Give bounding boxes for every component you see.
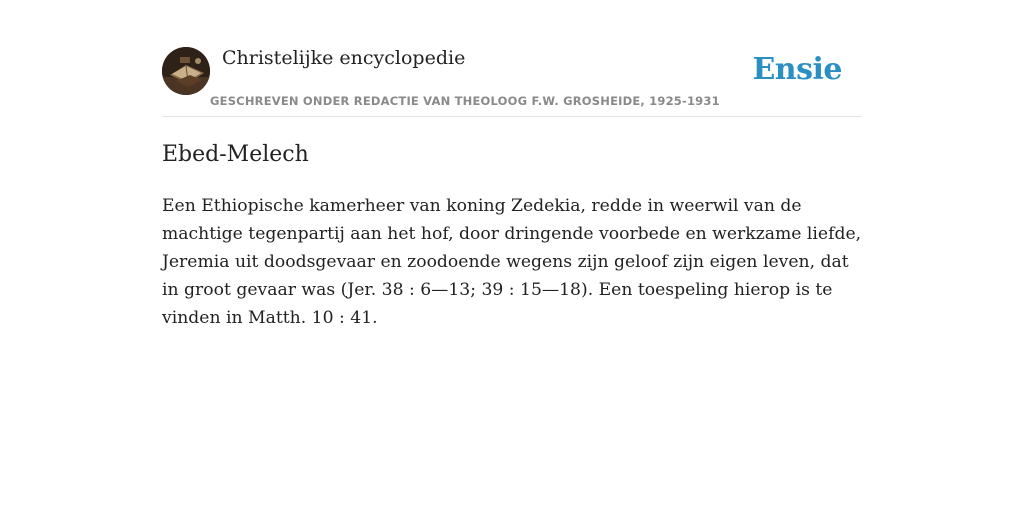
book-photo-icon[interactable] [162,47,210,95]
site-subtitle: GESCHREVEN ONDER REDACTIE VAN THEOLOOG F.W. GROSHEIDE, 1925-1931 [210,94,720,108]
brand-logo-link[interactable]: Ensie [752,52,842,87]
article-title: Ebed-Melech [162,142,309,167]
site-header [162,44,862,117]
article-body: Een Ethiopische kamerheer van koning Zedekia, redde in weerwil van de machtige tegenpartij aan het hof, door dringende voorbede en werkzame liefde, Jeremia uit doodsgevaar en zoodoende wegens zijn geloof zijn eigen leven, dat in groot gevaar was (Jer. 38 : 6—13; 39 : 15—18). Een toespeling hierop is te vinden in Matth. 10 : 41. [162,196,862,328]
site-title[interactable]: Christelijke encyclopedie [222,47,466,69]
